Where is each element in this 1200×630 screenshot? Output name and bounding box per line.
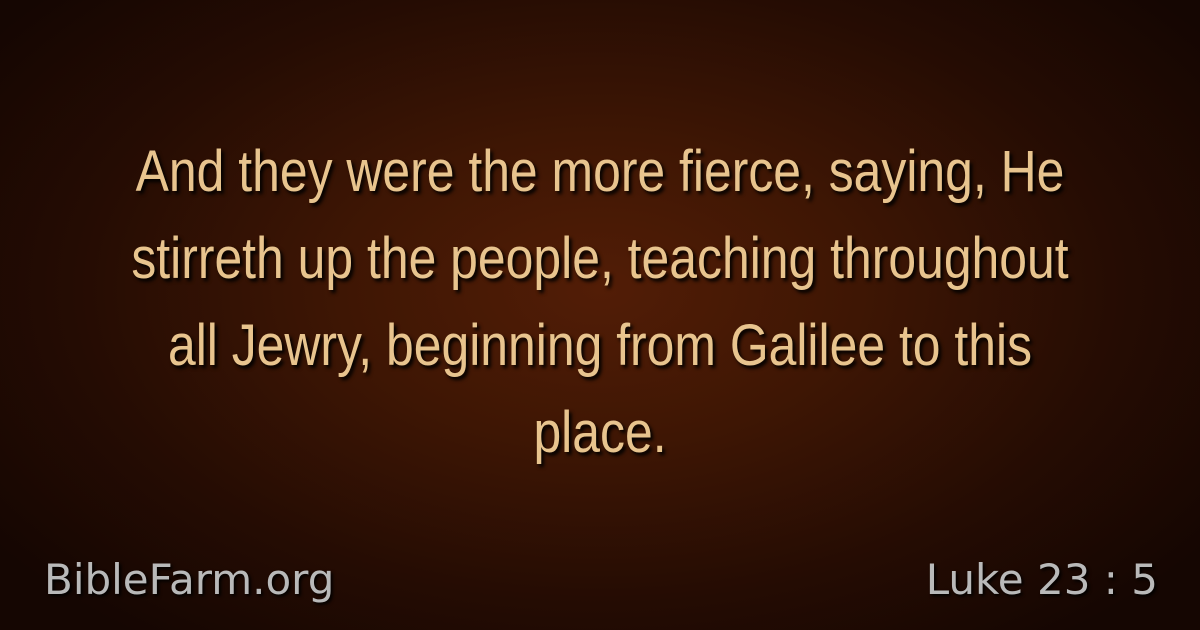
site-name: BibleFarm.org [44,555,335,604]
verse-reference: Luke 23 : 5 [925,555,1158,604]
verse-text: And they were the more fierce, saying, He stirreth up the people, teaching throughout all Jewry, beginning from Galilee to this place. [131,139,1069,465]
